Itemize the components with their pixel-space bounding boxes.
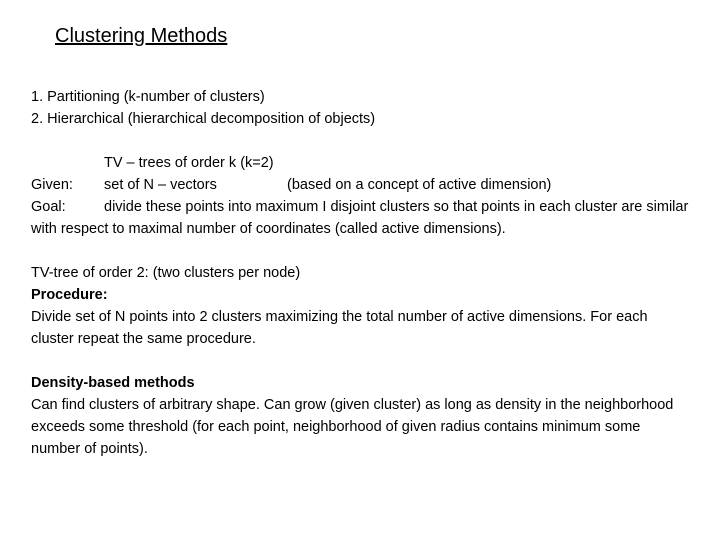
- given-label: Given:: [31, 177, 73, 193]
- tv-trees-heading: TV – trees of order k (k=2): [104, 155, 274, 171]
- given-extra: (based on a concept of active dimension): [287, 177, 552, 193]
- list-item-partitioning: 1. Partitioning (k-number of clusters): [31, 89, 265, 105]
- spacer: [31, 240, 691, 262]
- given-row: [31, 174, 691, 196]
- procedure-text: Divide set of N points into 2 clusters maximizing the total number of active dimensions. For each cluster repeat the same procedure.: [31, 309, 648, 347]
- density-heading: Density-based methods: [31, 375, 195, 391]
- goal-text: divide these points into maximum I disjoint clusters so that points in each cluster are similar with respect to maximal number of coordinates (called active dimensions).: [31, 199, 689, 237]
- given-text: set of N – vectors: [104, 177, 217, 193]
- spacer: [31, 130, 691, 152]
- goal-label: Goal:: [31, 199, 66, 215]
- tv-tree-order-heading: TV-tree of order 2: (two clusters per node): [31, 265, 301, 281]
- goal-block: [31, 196, 691, 240]
- density-text: Can find clusters of arbitrary shape. Can grow (given cluster) as long as density in the neighborhood exceeds some threshold (for each point, neighborhood of given radius contains minimum some number of points).: [31, 397, 674, 457]
- slide-title: Clustering Methods: [55, 25, 228, 47]
- list-item-hierarchical: 2. Hierarchical (hierarchical decomposition of objects): [31, 111, 376, 127]
- procedure-label: Procedure:: [31, 287, 108, 303]
- spacer: [31, 350, 691, 372]
- slide-body: [31, 86, 691, 460]
